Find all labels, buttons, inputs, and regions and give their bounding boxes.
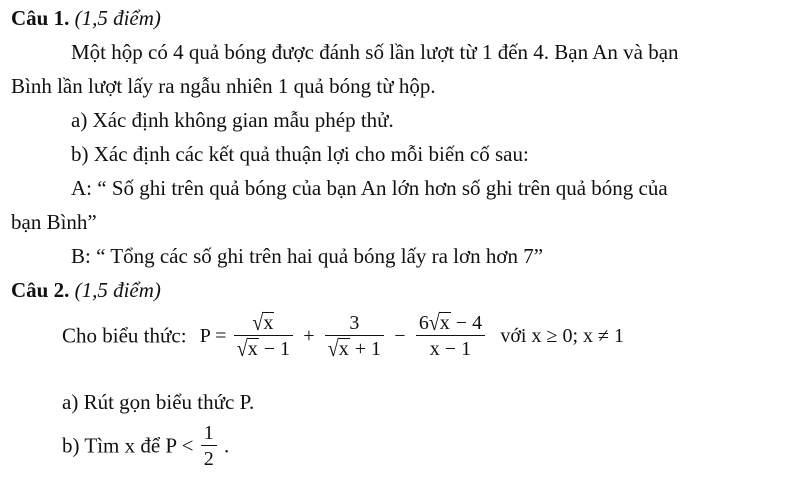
question-2-header: [11, 278, 161, 303]
question-1-intro-line-1: Một hộp có 4 quả bóng được đánh số lần lượt từ 1 đến 4. Bạn An và bạn: [71, 40, 679, 64]
plus-sign: +: [303, 325, 315, 347]
expression-line: [62, 312, 624, 360]
sqrt-symbol: √x: [252, 310, 274, 336]
question-2-label: Câu 2.: [11, 278, 70, 302]
question-1-part-a: a) Xác định không gian mẫu phép thử.: [71, 108, 394, 132]
question-2-part-b: [62, 422, 229, 470]
sqrt-symbol: √x: [327, 336, 349, 362]
question-1-header: [11, 6, 161, 31]
one-half-numerator: 1: [201, 422, 217, 446]
part-b-period: .: [223, 433, 230, 458]
sqrt-symbol: √x: [428, 310, 450, 336]
question-2-part-a: a) Rút gọn biểu thức P.: [62, 390, 255, 414]
one-half-fraction: [201, 422, 217, 470]
fraction-2-denominator: √x + 1: [327, 336, 382, 362]
fraction-3: [416, 312, 485, 360]
one-half-denominator: 2: [203, 448, 214, 470]
fraction-3-denominator: x − 1: [429, 338, 472, 360]
fraction-1-denominator: √x − 1: [236, 336, 290, 362]
domain-condition: với x ≥ 0; x ≠ 1: [500, 325, 624, 347]
fraction-3-numerator: 6√x − 4: [416, 312, 485, 336]
part-b-prefix: b) Tìm x để P <: [62, 433, 194, 458]
question-1-intro-line-2: Bình lần lượt lấy ra ngẫu nhiên 1 quả bóng từ hộp.: [11, 74, 436, 98]
question-2-points: (1,5 điểm): [74, 278, 161, 302]
expression-lhs: P =: [199, 325, 227, 347]
expression-prefix: Cho biểu thức:: [62, 323, 187, 348]
question-1-points: (1,5 điểm): [74, 6, 161, 30]
event-a-line-1: A: “ Số ghi trên quả bóng của bạn An lớn hơn số ghi trên quả bóng của: [71, 176, 668, 200]
fraction-1-numerator: [234, 312, 293, 336]
fraction-2: [325, 312, 384, 360]
fraction-1: [234, 312, 293, 360]
event-b: B: “ Tổng các số ghi trên hai quả bóng lấy ra lơn hơn 7”: [71, 244, 544, 268]
event-a-line-2: bạn Bình”: [11, 210, 97, 234]
fraction-2-numerator: 3: [325, 312, 384, 336]
question-1-part-b: b) Xác định các kết quả thuận lợi cho mỗi biến cố sau:: [71, 142, 529, 166]
question-1-label: Câu 1.: [11, 6, 70, 30]
sqrt-symbol: √x: [236, 336, 258, 362]
minus-sign: −: [394, 325, 406, 347]
